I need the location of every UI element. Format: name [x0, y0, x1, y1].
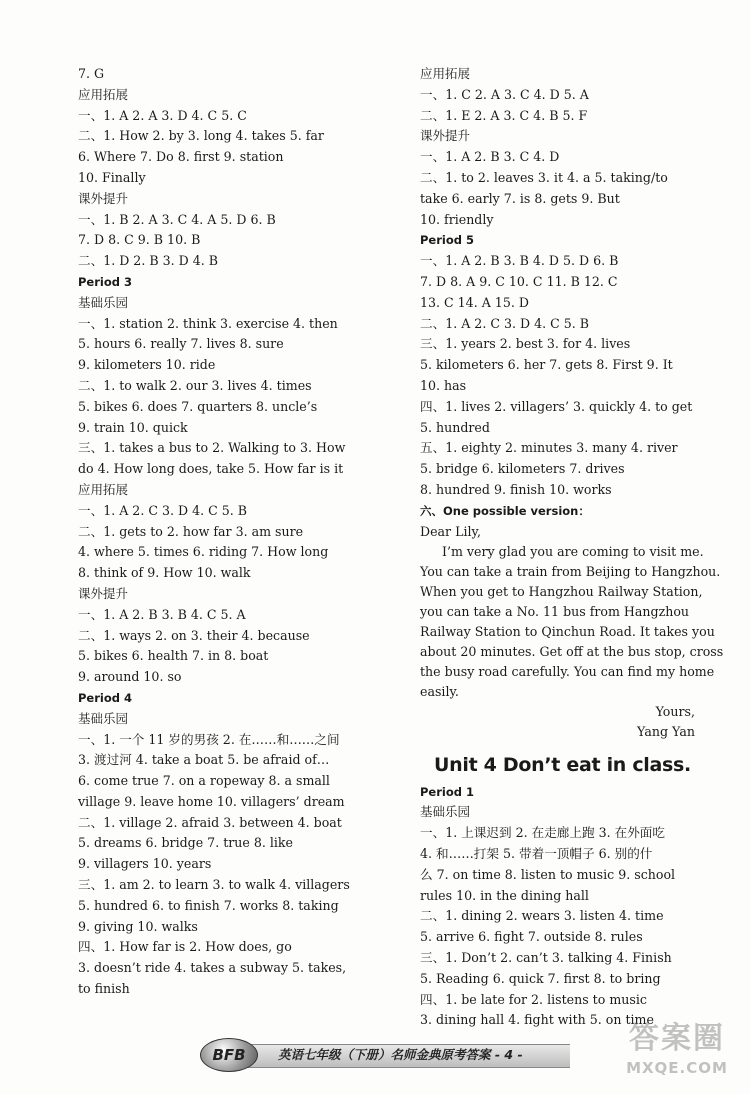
- watermark-top-text: 答案圈: [629, 1021, 725, 1056]
- left-answer-line: 5. bikes 6. health 7. in 8. boat: [78, 648, 269, 664]
- left-answer-line: 9. train 10. quick: [78, 419, 188, 435]
- letter-line: You can take a train from Beijing to Hangzhou.: [420, 563, 721, 579]
- left-answer-line: 9. kilometers 10. ride: [78, 357, 216, 373]
- right-answer-line: 一、1. A 2. B 3. B 4. D 5. D 6. B: [420, 253, 619, 269]
- left-answer-line: 5. bikes 6. does 7. quarters 8. uncle’s: [78, 398, 318, 414]
- left-answer-line: 4. where 5. times 6. riding 7. How long: [78, 544, 329, 560]
- right-answer-line: 五、1. eighty 2. minutes 3. many 4. river: [420, 440, 678, 456]
- right-answer-line: 一、1. A 2. B 3. C 4. D: [420, 149, 560, 165]
- right-period-heading: 六、One possible version：: [420, 503, 590, 518]
- letter-line: you can take a No. 11 bus from Hangzhou: [420, 603, 690, 619]
- right-answer-line: 10. has: [420, 377, 467, 393]
- left-section-heading: 基础乐园: [78, 710, 129, 726]
- left-period-heading: Period 3: [78, 274, 132, 289]
- left-answer-line: 一、1. 一个 11 岁的男孩 2. 在……和……之间: [78, 731, 340, 747]
- right-period-heading: Period 5: [420, 233, 474, 248]
- left-answer-line: 9. around 10. so: [78, 669, 182, 685]
- right-answer-line: 5. kilometers 6. her 7. gets 8. First 9. It: [420, 357, 673, 373]
- letter-line: the busy road carefully. You can find my home: [420, 663, 715, 679]
- sample-letter: [420, 522, 724, 742]
- left-answer-line: 7. D 8. C 9. B 10. B: [78, 232, 201, 248]
- right-answer-line: 四、1. lives 2. villagers’ 3. quickly 4. to get: [420, 398, 693, 414]
- unit-title: Unit 4 Don’t eat in class.: [434, 753, 691, 776]
- unit4-answer-line: 么 7. on time 8. listen to music 9. school: [420, 866, 676, 882]
- left-section-heading: 应用拓展: [78, 86, 129, 102]
- unit4-answer-line: 四、1. be late for 2. listens to music: [420, 991, 647, 1007]
- right-answer-line: 三、1. years 2. best 3. for 4. lives: [420, 336, 631, 352]
- footer-text: 英语七年级（下册）名师金典原考答案 - 4 -: [278, 1047, 523, 1062]
- right-answer-line: 5. bridge 6. kilometers 7. drives: [420, 461, 625, 477]
- left-answer-line: 二、1. How 2. by 3. long 4. takes 5. far: [78, 128, 324, 144]
- unit4-section-heading: 基础乐园: [420, 804, 471, 820]
- left-answer-line: 二、1. village 2. afraid 3. between 4. boat: [78, 814, 342, 830]
- left-answer-line: 6. Where 7. Do 8. first 9. station: [78, 149, 284, 165]
- left-answer-line: 一、1. station 2. think 3. exercise 4. then: [78, 315, 338, 331]
- letter-signoff: Yours,: [655, 703, 695, 719]
- left-answer-line: 9. giving 10. walks: [78, 918, 198, 934]
- left-answer-line: 一、1. B 2. A 3. C 4. A 5. D 6. B: [78, 211, 276, 227]
- right-answer-line: 13. C 14. A 15. D: [420, 294, 529, 310]
- unit4-answer-line: 三、1. Don’t 2. can’t 3. talking 4. Finish: [420, 949, 672, 965]
- right-answer-line: 二、1. to 2. leaves 3. it 4. a 5. taking/to: [420, 169, 668, 185]
- left-answer-line: do 4. How long does, take 5. How far is it: [78, 461, 344, 477]
- unit4-answer-line: rules 10. in the dining hall: [420, 887, 589, 903]
- right-answer-line: 7. D 8. A 9. C 10. C 11. B 12. C: [420, 273, 618, 289]
- left-answer-line: 三、1. takes a bus to 2. Walking to 3. How: [78, 440, 346, 456]
- left-period-heading: Period 4: [78, 690, 132, 705]
- unit-4-answers: [420, 782, 705, 1032]
- unit4-answer-line: 4. 和……打架 5. 带着一顶帽子 6. 别的什: [420, 845, 653, 861]
- left-answer-line: village 9. leave home 10. villagers’ dream: [78, 793, 345, 809]
- left-section-heading: 应用拓展: [78, 481, 129, 497]
- letter-line: easily.: [420, 683, 459, 699]
- left-answer-line: 二、1. ways 2. on 3. their 4. because: [78, 627, 310, 643]
- left-column: [78, 64, 378, 1000]
- left-answer-line: 一、1. A 2. A 3. D 4. C 5. C: [78, 107, 247, 123]
- letter-line: Dear Lily,: [420, 523, 481, 539]
- page-footer: [200, 1038, 560, 1072]
- letter-line: When you get to Hangzhou Railway Station,: [420, 583, 703, 599]
- right-answer-line: 5. hundred: [420, 419, 490, 435]
- left-answer-line: 9. villagers 10. years: [78, 856, 212, 872]
- left-answer-line: 三、1. am 2. to learn 3. to walk 4. villagers: [78, 877, 350, 893]
- right-answer-line: 二、1. E 2. A 3. C 4. B 5. F: [420, 107, 588, 123]
- right-answer-line: 二、1. A 2. C 3. D 4. C 5. B: [420, 315, 590, 331]
- unit4-period-heading: Period 1: [420, 784, 474, 799]
- right-column: [420, 64, 724, 1031]
- right-answer-line: 一、1. C 2. A 3. C 4. D 5. A: [420, 86, 589, 102]
- left-answer-line: 3. doesn’t ride 4. takes a subway 5. takes,: [78, 960, 347, 976]
- letter-signoff: Yang Yan: [637, 723, 695, 739]
- letter-line: about 20 minutes. Get off at the bus stop, cross: [420, 643, 724, 659]
- unit4-answer-line: 二、1. dining 2. wears 3. listen 4. time: [420, 908, 664, 924]
- unit4-answer-line: 5. arrive 6. fight 7. outside 8. rules: [420, 929, 643, 945]
- left-answer-line: 5. hundred 6. to finish 7. works 8. taking: [78, 897, 339, 913]
- left-section-heading: 课外提升: [78, 190, 129, 206]
- left-answer-line: to finish: [78, 981, 130, 997]
- left-answer-line: 7. G: [78, 66, 105, 81]
- left-section-heading: 基础乐园: [78, 294, 129, 310]
- unit4-answer-line: 3. dining hall 4. fight with 5. on time: [420, 1012, 654, 1028]
- left-answer-line: 5. dreams 6. bridge 7. true 8. like: [78, 835, 294, 851]
- right-section-heading: 应用拓展: [420, 66, 471, 81]
- letter-line: I’m very glad you are coming to visit me.: [442, 543, 704, 559]
- left-answer-line: 二、1. gets to 2. how far 3. am sure: [78, 523, 304, 539]
- left-answer-line: 10. Finally: [78, 169, 146, 185]
- letter-line: Railway Station to Qinchun Road. It takes you: [420, 623, 715, 639]
- left-answer-line: 5. hours 6. really 7. lives 8. sure: [78, 336, 284, 352]
- watermark-url-text: MXQE.COM: [626, 1059, 728, 1077]
- left-answer-line: 二、1. to walk 2. our 3. lives 4. times: [78, 377, 312, 393]
- left-answer-line: 3. 渡过河 4. take a boat 5. be afraid of…: [78, 752, 330, 768]
- right-answer-line: 8. hundred 9. finish 10. works: [420, 481, 612, 497]
- right-answer-line: take 6. early 7. is 8. gets 9. But: [420, 190, 620, 206]
- unit4-answer-line: 5. Reading 6. quick 7. first 8. to bring: [420, 970, 661, 986]
- left-section-heading: 课外提升: [78, 585, 129, 601]
- left-answer-line: 二、1. D 2. B 3. D 4. B: [78, 253, 218, 269]
- right-column-answers: [420, 64, 705, 522]
- site-watermark: [612, 1020, 742, 1090]
- right-section-heading: 课外提升: [420, 128, 471, 144]
- left-answer-line: 6. come true 7. on a ropeway 8. a small: [78, 773, 330, 789]
- left-answer-line: 一、1. A 2. B 3. B 4. C 5. A: [78, 606, 246, 622]
- right-answer-line: 10. friendly: [420, 211, 494, 227]
- left-answer-line: 8. think of 9. How 10. walk: [78, 565, 251, 581]
- unit4-answer-line: 一、1. 上课迟到 2. 在走廊上跑 3. 在外面吃: [420, 825, 665, 841]
- left-answer-line: 四、1. How far is 2. How does, go: [78, 939, 292, 955]
- left-answer-line: 一、1. A 2. C 3. D 4. C 5. B: [78, 502, 248, 518]
- publisher-logo: BFB: [200, 1038, 258, 1072]
